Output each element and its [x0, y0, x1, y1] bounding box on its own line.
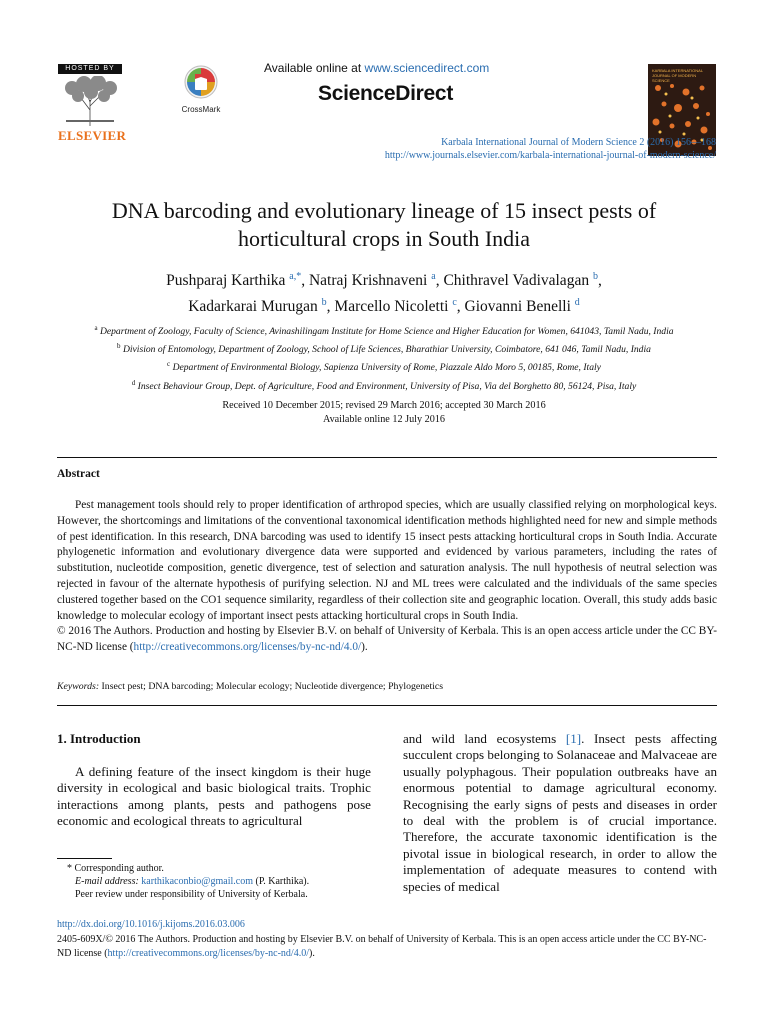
author-separator: ,: [435, 272, 444, 290]
affiliation-text: Department of Zoology, Faculty of Science, Avinashilingam Institute for Home Science and Higher Education for Women, 641043, Tamil Nadu, India: [99, 326, 674, 338]
available-online: [264, 61, 489, 75]
author-separator: ,: [326, 298, 335, 316]
divider: [57, 705, 717, 706]
author-separator: ,: [597, 272, 602, 290]
affiliations: [40, 321, 728, 394]
crossmark-badge[interactable]: [178, 65, 224, 114]
affiliation-item: [40, 376, 728, 394]
author-affiliation-link[interactable]: d: [574, 297, 580, 309]
intro-paragraph-continued: [403, 731, 717, 895]
abstract-copyright: [57, 624, 717, 656]
hosted-by-label: HOSTED BY: [58, 64, 122, 74]
received-dates: Received 10 December 2015; revised 29 March 2016; accepted 30 March 2016: [222, 400, 546, 411]
journal-info: [230, 136, 716, 162]
author-affiliation-link[interactable]: a,*: [289, 271, 302, 282]
affiliation-text: Insect Behaviour Group, Dept. of Agriculture, Food and Environment, University of Pisa, Via del Borghetto 80, 56124, Pisa, Italy: [137, 380, 637, 392]
affiliation-mark: b: [117, 342, 121, 351]
affiliation-text: Department of Environmental Biology, Sapienza University of Rome, Piazzale Aldo Moro 5, 00185, Rome, Italy: [172, 362, 601, 374]
author-separator: ,: [456, 298, 465, 316]
affiliation-item: [40, 339, 728, 357]
title-line-1: DNA barcoding and evolutionary lineage of 15 insect pests of: [111, 198, 657, 223]
author-affiliation-link[interactable]: c: [452, 297, 457, 309]
footer-license-end: ).: [308, 948, 315, 959]
section-heading-introduction: 1. Introduction: [57, 731, 141, 746]
sciencedirect-link[interactable]: www.sciencedirect.com: [364, 61, 490, 75]
author-affiliation-link[interactable]: b: [321, 297, 327, 309]
keywords-list: Insect pest; DNA barcoding; Molecular ecology; Nucleotide divergence; Phylogenetics: [99, 681, 444, 692]
elsevier-tree-logo: [58, 76, 122, 128]
peer-review-note: Peer review under responsibility of University of Kerbala.: [75, 889, 308, 900]
email-label: E-mail address:: [75, 876, 142, 887]
author-name: Pushparaj Karthika: [166, 272, 286, 290]
abstract-heading: Abstract: [57, 468, 100, 480]
intro-text: and wild land ecosystems: [403, 731, 566, 746]
article-title: [40, 197, 728, 253]
author-name: Chithravel Vadivalagan: [443, 272, 590, 290]
affiliation-mark: c: [167, 360, 171, 369]
keywords-label: Keywords:: [57, 681, 100, 692]
email-note: [57, 875, 371, 888]
intro-left-column: [57, 764, 371, 830]
footer-license: [57, 933, 719, 961]
author-affiliation-link[interactable]: a: [431, 271, 436, 282]
journal-url-link[interactable]: http://www.journals.elsevier.com/karbala-international-journal-of-modern-science/: [384, 150, 716, 161]
footnotes: [57, 862, 371, 901]
copyright-end: ).: [361, 641, 368, 654]
available-prefix: Available online at: [264, 61, 365, 75]
intro-text: . Insect pests affecting succulent crops belonging to Solanaceae and Malvaceae are usually polyphagous. Their population outbreaks have an enormous potential to damage agricultural economy. Recognising the early signs of pests and diseases in order to deal with the problem is of crucial importance. Therefore, the accurate taxonomic identification is the pivotal issue in biological research, in order to allow the implementation of adequate measures to contend with species of medical: [403, 731, 717, 894]
elsevier-wordmark: ELSEVIER: [58, 128, 127, 143]
divider: [57, 457, 717, 458]
title-line-2: horticultural crops in South India: [237, 226, 531, 251]
doi-line: [57, 919, 245, 930]
available-online-date: Available online 12 July 2016: [322, 414, 446, 425]
sciencedirect-logo: ScienceDirect: [318, 82, 454, 105]
affiliation-mark: a: [94, 324, 98, 332]
corresponding-author-note: * Corresponding author.: [67, 863, 164, 874]
author-name: Marcello Nicoletti: [334, 298, 449, 316]
footnote-divider: [57, 858, 112, 859]
author-affiliation-link[interactable]: b: [592, 271, 598, 282]
cover-title: KARBALA INTERNATIONAL JOURNAL OF MODERN SCIENCE: [652, 68, 703, 83]
email-suffix: (P. Karthika).: [252, 876, 310, 887]
abstract-body: [57, 498, 717, 656]
author-name: Kadarkarai Murugan: [188, 298, 318, 316]
crossmark-icon: [184, 65, 218, 99]
copyright-text: © 2016 The Authors. Production and hosting by Elsevier B.V. on behalf of University of Kerbala. This is an open access article under the CC BY-NC-ND license (: [57, 625, 717, 654]
email-link[interactable]: karthikaconbio@gmail.com: [141, 876, 253, 887]
doi-link[interactable]: http://dx.doi.org/10.1016/j.kijoms.2016.03.006: [57, 919, 245, 930]
intro-paragraph: A defining feature of the insect kingdom is their huge diversity in ecological and basic biological traits. Trophic interactions among plants, pests and pathogens pose economic and ecological threats to agricultural: [57, 764, 371, 829]
intro-right-column: [403, 731, 717, 895]
affiliation-mark: d: [131, 378, 136, 387]
footer-license-text: 2405-609X/© 2016 The Authors. Production and hosting by Elsevier B.V. on behalf of University of Kerbala. This is an open access article under the CC BY-NC-ND license (: [57, 934, 707, 959]
abstract-text: Pest management tools should rely to proper identification of arthropod species, which are usually classified relying on morphological keys. However, the shortcomings and limitations of the conventional taxonomical identification methods highlighted need for new and simple methods of pest identification. In this research, DNA barcoding was used to identify 15 insect pests attacking horticultural crops in South India. Accurate phylogenetic information and evolutionary divergence data were supported and evidenced by various parameters, including the rates of substitution, nucleotide composition, genetic divergence, test of selection and saturation analysis. The null hypothesis of neutral selection was rejected in favour of the alternate hypothesis of purifying selection. NJ and ML trees were calculated and the individuals of the same species clustered together based on the CO1 sequence similarity, regardless of their collection site and geographic location. Overall, this study adds basic knowledge to molecular ecology of important insect pests attacking horticultural crops in South India.: [57, 499, 717, 622]
affiliation-text: Division of Entomology, Department of Zoology, School of Life Sciences, Bharathiar University, Coimbatore, 641 046, Tamil Nadu, India: [122, 344, 651, 356]
article-dates: [40, 399, 728, 427]
affiliation-item: [40, 321, 728, 339]
reference-link[interactable]: [1]: [565, 731, 582, 746]
crossmark-label: CrossMark: [181, 105, 221, 114]
license-link[interactable]: http://creativecommons.org/licenses/by-nc-nd/4.0/: [133, 641, 362, 654]
keywords: [57, 681, 717, 692]
affiliation-item: [40, 357, 728, 375]
footer-license-link[interactable]: http://creativecommons.org/licenses/by-nc-nd/4.0/: [107, 948, 309, 959]
author-list: [40, 266, 728, 318]
author-separator: ,: [301, 272, 309, 290]
author-name: Natraj Krishnaveni: [308, 272, 428, 290]
journal-citation: Karbala International Journal of Modern Science 2 (2016) 156—168: [441, 137, 716, 148]
author-name: Giovanni Benelli: [464, 298, 571, 316]
